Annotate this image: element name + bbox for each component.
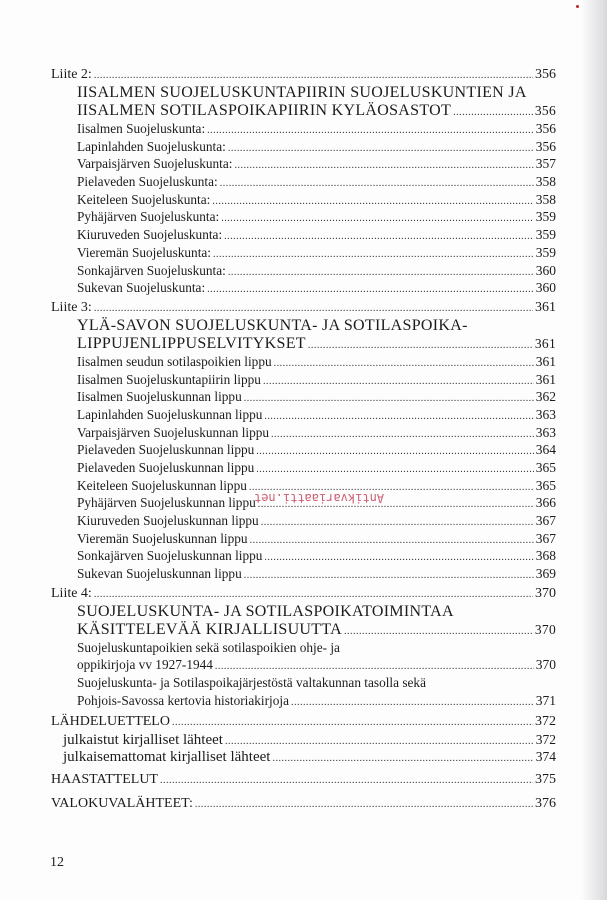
red-mark — [576, 5, 579, 8]
watermark: Antikvariaatti.net — [254, 491, 385, 505]
entry-page: 358 — [535, 191, 556, 207]
dot-leader — [221, 210, 534, 228]
entry-title: Sukevan Suojeluskunnan lippu — [77, 566, 242, 582]
dot-leader — [274, 355, 534, 373]
entry-page: 368 — [535, 548, 556, 564]
dot-leader — [271, 426, 534, 444]
toc-item[interactable] — [51, 244, 556, 262]
entry-page: 363 — [535, 406, 556, 422]
toc-item[interactable] — [51, 173, 556, 191]
table-of-contents — [51, 64, 556, 813]
entry-title: Kiuruveden Suojeluskunta: — [77, 227, 223, 243]
entry-page: 375 — [535, 772, 556, 788]
entry-title: Vieremän Suojeluskunnan lippu — [77, 530, 248, 546]
dot-leader — [264, 408, 533, 426]
entry-title: Liite 3: — [51, 299, 92, 315]
toc-item[interactable] — [51, 208, 556, 226]
entry-title: Lapinlahden Suojeluskunnan lippu — [77, 406, 263, 422]
toc-item[interactable] — [51, 565, 556, 583]
dot-leader — [94, 589, 533, 600]
entry-page: 365 — [535, 460, 556, 475]
toc-item[interactable] — [51, 353, 556, 371]
dot-leader — [256, 443, 533, 461]
entry-page: 360 — [535, 280, 556, 296]
dot-leader — [263, 373, 534, 391]
toc-item[interactable] — [51, 120, 556, 138]
entry-title: LIPPUJENLIPPUSELVITYKSET — [77, 334, 306, 352]
entry-page: 360 — [535, 262, 556, 278]
toc-item[interactable] — [51, 424, 556, 442]
entry-page: 358 — [535, 174, 556, 190]
toc-entry-lahdeluettelo[interactable] — [51, 713, 556, 731]
entry-page: 361 — [535, 371, 556, 387]
entry-title: Pyhäjärven Suojeluskunta: — [77, 209, 220, 225]
entry-title: Iisalmen Suojeluskunta: — [77, 121, 206, 136]
dot-leader — [244, 567, 534, 585]
dot-leader — [160, 772, 533, 790]
entry-title: Pyhäjärven Suojeluskunnan lippu — [77, 495, 256, 511]
entry-page: 359 — [535, 227, 556, 243]
entry-page: 356 — [534, 103, 556, 118]
entry-title: Sukevan Suojeluskunta: — [77, 280, 206, 296]
entry-page: 372 — [535, 714, 556, 730]
entry-title: Keiteleen Suojeluskunta: — [77, 191, 211, 207]
dot-leader — [250, 532, 534, 550]
entry-title: Vieremän Suojeluskunta: — [77, 244, 211, 260]
entry-page: 365 — [535, 477, 556, 493]
dot-leader — [212, 193, 533, 211]
entry-title: Sonkajärven Suojeluskunnan lippu — [77, 548, 263, 564]
toc-item[interactable] — [51, 138, 556, 156]
entry-title: Liite 4: — [51, 585, 92, 601]
entry-title: Varpaisjärven Suojeluskunnan lippu — [77, 424, 270, 440]
dot-leader — [228, 140, 534, 158]
entry-page: 361 — [534, 335, 556, 351]
toc-subentry[interactable] — [51, 731, 556, 748]
section-heading-entry[interactable] — [51, 335, 556, 353]
toc-item[interactable] — [51, 530, 556, 548]
dot-leader — [234, 157, 533, 175]
toc-entry-valokuvalahteet[interactable] — [51, 795, 556, 813]
toc-item[interactable] — [51, 512, 556, 530]
entry-title: Iisalmen Suojeluskunnan lippu — [77, 389, 242, 405]
dot-leader — [228, 264, 534, 282]
section-heading: SUOJELUSKUNTA- JA SOTILASPOIKATOIMINTAA — [77, 602, 454, 620]
entry-page: 361 — [535, 299, 556, 315]
entry-title: Liite 2: — [51, 67, 92, 82]
toc-item-line: Suojeluskuntapoikien sekä sotilaspoikien ohje- ja — [77, 639, 340, 655]
entry-title: Pielaveden Suojeluskunta: — [77, 174, 218, 190]
toc-item[interactable] — [51, 279, 556, 297]
dot-leader — [207, 281, 534, 299]
entry-page: 370 — [535, 657, 556, 673]
dot-leader — [264, 549, 533, 567]
toc-item[interactable] — [51, 371, 556, 389]
entry-page: 370 — [534, 621, 556, 637]
toc-item[interactable] — [51, 406, 556, 424]
toc-item[interactable] — [51, 226, 556, 244]
entry-page: 359 — [535, 209, 556, 225]
toc-item[interactable] — [51, 459, 556, 477]
entry-title: Lapinlahden Suojeluskunta: — [77, 138, 226, 154]
entry-page: 363 — [535, 424, 556, 440]
entry-title: Pielaveden Suojeluskunnan lippu — [77, 442, 255, 458]
section-heading-entry[interactable] — [51, 102, 556, 120]
entry-title: Pielaveden Suojeluskunnan lippu — [77, 460, 255, 475]
section-heading: YLÄ-SAVON SUOJELUSKUNTA- JA SOTILASPOIKA- — [77, 316, 468, 334]
entry-title: Pohjois-Savossa kertovia historiakirjoja — [77, 692, 289, 708]
entry-page: 356 — [535, 138, 556, 154]
entry-title: IISALMEN SOTILASPOIKAPIIRIN KYLÄOSASTOT — [77, 102, 452, 119]
toc-item-line: Suojeluskunta- ja Sotilaspoikajärjestöstä valtakunnan tasolla sekä — [77, 675, 426, 690]
entry-page: 370 — [535, 585, 556, 601]
toc-item[interactable] — [51, 547, 556, 565]
page-edge-shadow — [581, 0, 607, 900]
entry-title: LÄHDELUETTELO — [51, 714, 170, 730]
toc-item[interactable] — [51, 191, 556, 209]
section-heading-entry[interactable] — [51, 621, 556, 639]
entry-title: Iisalmen Suojeluskuntapiirin lippu — [77, 371, 261, 387]
dot-leader — [291, 694, 534, 712]
toc-entry-liite-4[interactable] — [51, 586, 556, 603]
dot-leader — [256, 461, 533, 479]
toc-subentry[interactable] — [51, 748, 556, 765]
entry-page: 372 — [535, 732, 556, 748]
entry-title: HAASTATTELUT — [51, 772, 158, 788]
toc-item[interactable] — [51, 388, 556, 406]
entry-page: 367 — [535, 513, 556, 529]
dot-leader — [224, 228, 534, 246]
dot-leader — [94, 303, 533, 314]
toc-item[interactable] — [51, 441, 556, 459]
dot-leader — [220, 175, 534, 193]
dot-leader — [207, 122, 534, 140]
entry-page: 376 — [535, 796, 556, 812]
section-heading: IISALMEN SUOJELUSKUNTAPIIRIN SUOJELUSKUNTIEN JA — [77, 84, 527, 101]
dot-leader — [213, 246, 534, 264]
toc-entry-liite-2[interactable] — [51, 67, 556, 84]
entry-title: Iisalmen seudun sotilaspoikien lippu — [77, 353, 272, 369]
dot-leader — [195, 796, 533, 814]
toc-entry-liite-3[interactable] — [51, 300, 556, 317]
entry-page: 369 — [535, 566, 556, 582]
entry-title: Sonkajärven Suojeluskunta: — [77, 262, 226, 278]
toc-item[interactable] — [51, 656, 556, 674]
dot-leader — [244, 390, 534, 408]
entry-page: 367 — [535, 530, 556, 546]
dot-leader — [308, 337, 533, 355]
entry-page: 356 — [535, 67, 556, 82]
entry-page: 371 — [535, 692, 556, 708]
entry-title: oppikirjoja vv 1927-1944 — [77, 657, 213, 673]
entry-page: 359 — [535, 244, 556, 260]
toc-item[interactable] — [51, 262, 556, 280]
dot-leader — [172, 714, 533, 732]
entry-page: 366 — [535, 495, 556, 511]
toc-entry-haastattelut[interactable] — [51, 771, 556, 789]
entry-page: 364 — [535, 442, 556, 458]
entry-page: 356 — [535, 121, 556, 136]
dot-leader — [225, 733, 534, 750]
entry-page: 361 — [535, 353, 556, 369]
entry-title: KÄSITTELEVÄÄ KIRJALLISUUTTA — [77, 620, 343, 638]
entry-title: Varpaisjärven Suojeluskunta: — [77, 156, 233, 172]
toc-item[interactable] — [51, 692, 556, 710]
dot-leader — [272, 750, 533, 767]
entry-title: julkaistut kirjalliset lähteet — [63, 732, 223, 749]
entry-title: VALOKUVALÄHTEET: — [51, 796, 193, 812]
entry-page: 374 — [535, 749, 556, 765]
dot-leader — [261, 514, 534, 532]
entry-title: Keiteleen Suojeluskunnan lippu — [77, 477, 247, 493]
entry-page: 362 — [535, 389, 556, 405]
dot-leader — [344, 623, 533, 641]
entry-page: 357 — [535, 156, 556, 172]
entry-title: Kiuruveden Suojeluskunnan lippu — [77, 513, 259, 529]
toc-item[interactable] — [51, 155, 556, 173]
dot-leader — [453, 104, 533, 122]
dot-leader — [94, 70, 533, 81]
page-number: 12 — [50, 855, 64, 870]
entry-title: julkaisemattomat kirjalliset lähteet — [63, 749, 271, 766]
